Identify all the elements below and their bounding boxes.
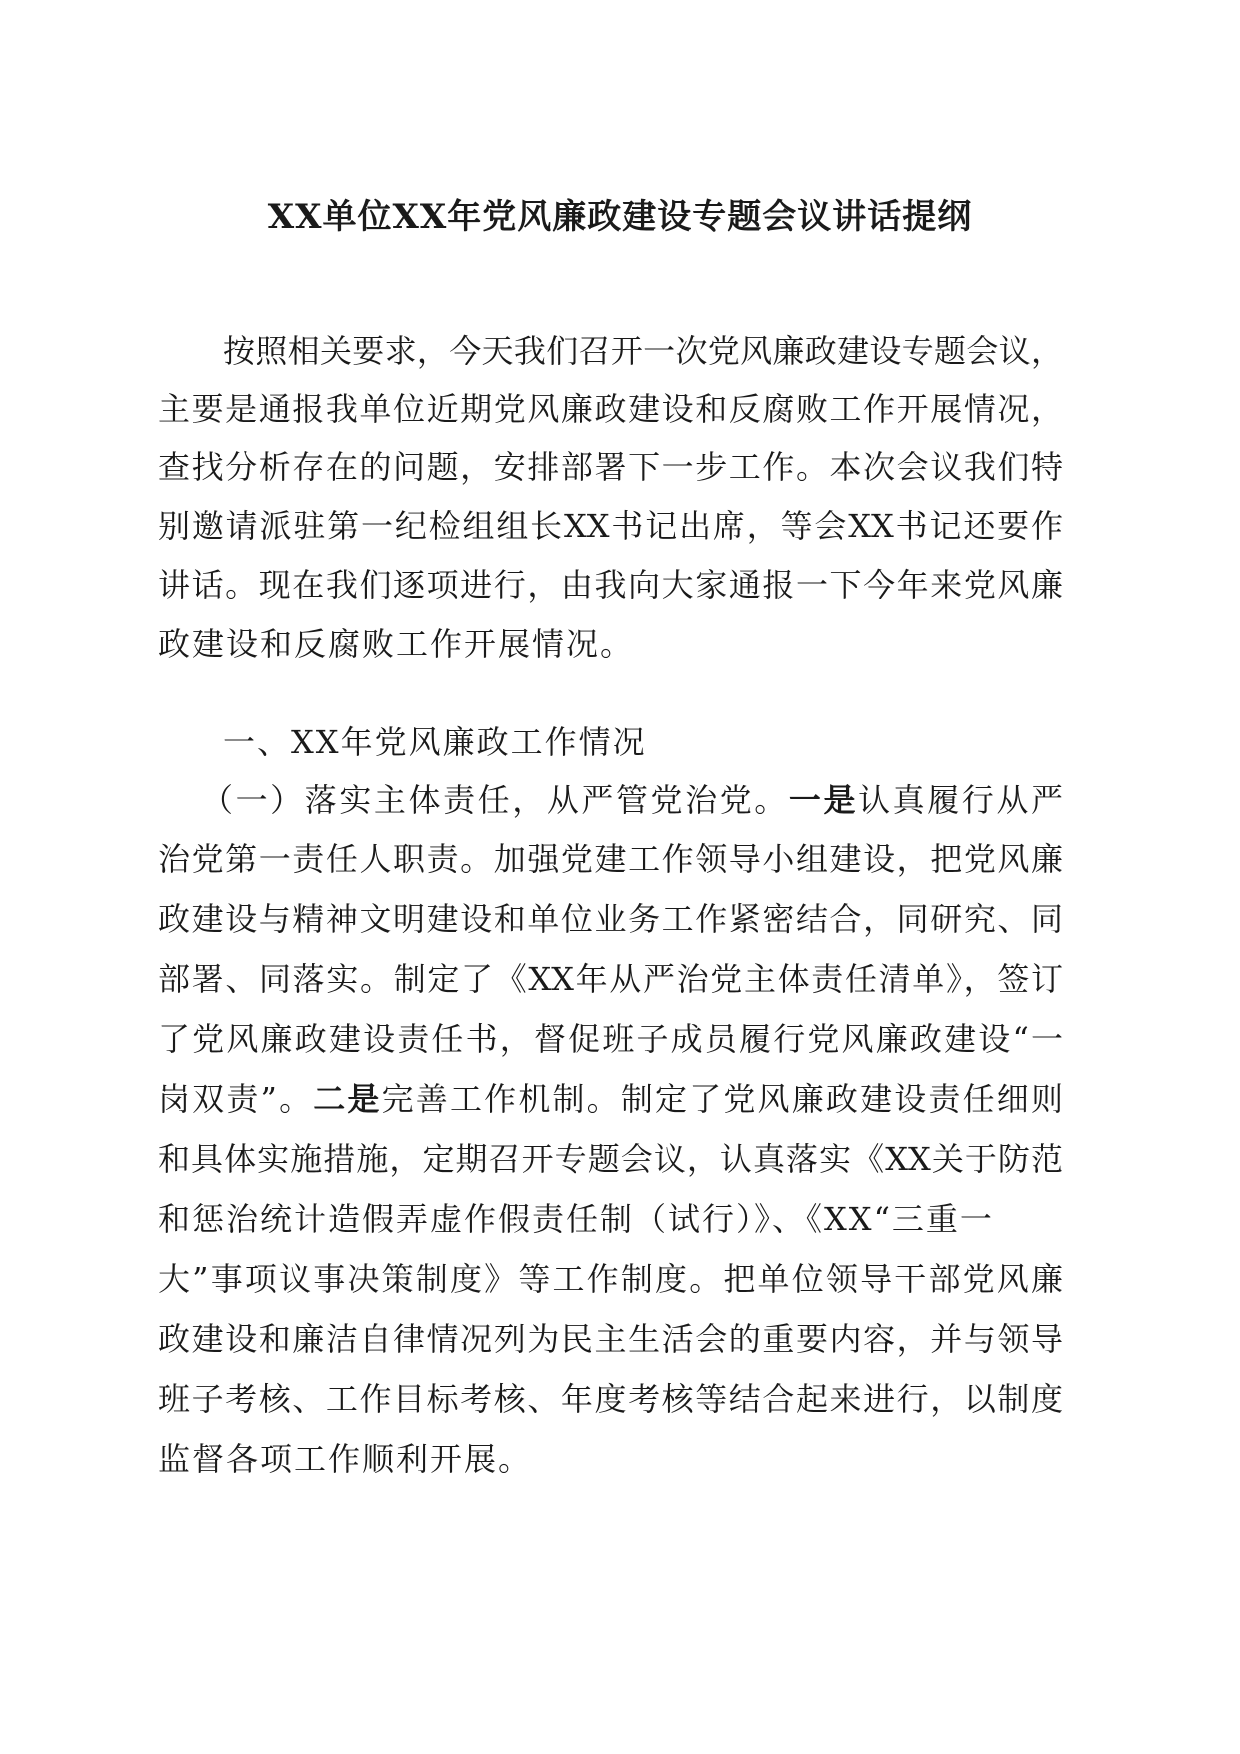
body-line [201,777,1063,823]
body-text: 完善工作机制。制定了党风廉政建设责任细则 [381,1080,1063,1118]
body-line: 部署、同落实。制定了《XX年从严治党主体责任清单》，签订 [158,960,1063,998]
body-line: 政建设和廉洁自律情况列为民主生活会的重要内容，并与领导 [158,1320,1063,1358]
document-title: XX单位XX年党风廉政建设专题会议讲话提纲 [267,197,973,237]
intro-line: 政建设和反腐败工作开展情况。 [158,625,635,663]
body-text: 岗双责”。 [158,1080,314,1118]
body-line: 监督各项工作顺利开展。 [158,1440,533,1478]
subsection-heading: （一）落实主体责任，从严管党治党。 [201,781,789,819]
intro-line: 主要是通报我单位近期党风廉政建设和反腐败工作开展情况， [158,390,1063,428]
intro-line: 查找分析存在的问题，安排部署下一步工作。本次会议我们特 [158,448,1063,486]
body-line: 班子考核、工作目标考核、年度考核等结合起来进行，以制度 [158,1380,1063,1418]
body-line: 治党第一责任人职责。加强党建工作领导小组建设，把党风廉 [158,840,1063,878]
intro-line: 讲话。现在我们逐项进行，由我向大家通报一下今年来党风廉 [158,566,1063,604]
section-heading: 一、XX年党风廉政工作情况 [223,723,647,761]
body-line: 和惩治统计造假弄虚作假责任制（试行）》、《XX“三重一 [158,1200,994,1238]
body-line: 政建设与精神文明建设和单位业务工作紧密结合，同研究、同 [158,900,1063,938]
body-line: 和具体实施措施，定期召开专题会议，认真落实《XX关于防范 [158,1140,1063,1178]
body-line [158,1076,1063,1122]
point-marker: 一是 [788,781,859,819]
body-text: 认真履行从严 [858,781,1063,819]
intro-line: 按照相关要求，今天我们召开一次党风廉政建设专题会议， [223,332,1063,370]
point-marker: 二是 [313,1080,382,1118]
intro-line: 别邀请派驻第一纪检组组长XX书记出席，等会XX书记还要作 [158,507,1063,545]
body-line: 了党风廉政建设责任书，督促班子成员履行党风廉政建设“一 [158,1020,1063,1058]
body-line: 大”事项议事决策制度》等工作制度。把单位领导干部党风廉 [158,1260,1063,1298]
